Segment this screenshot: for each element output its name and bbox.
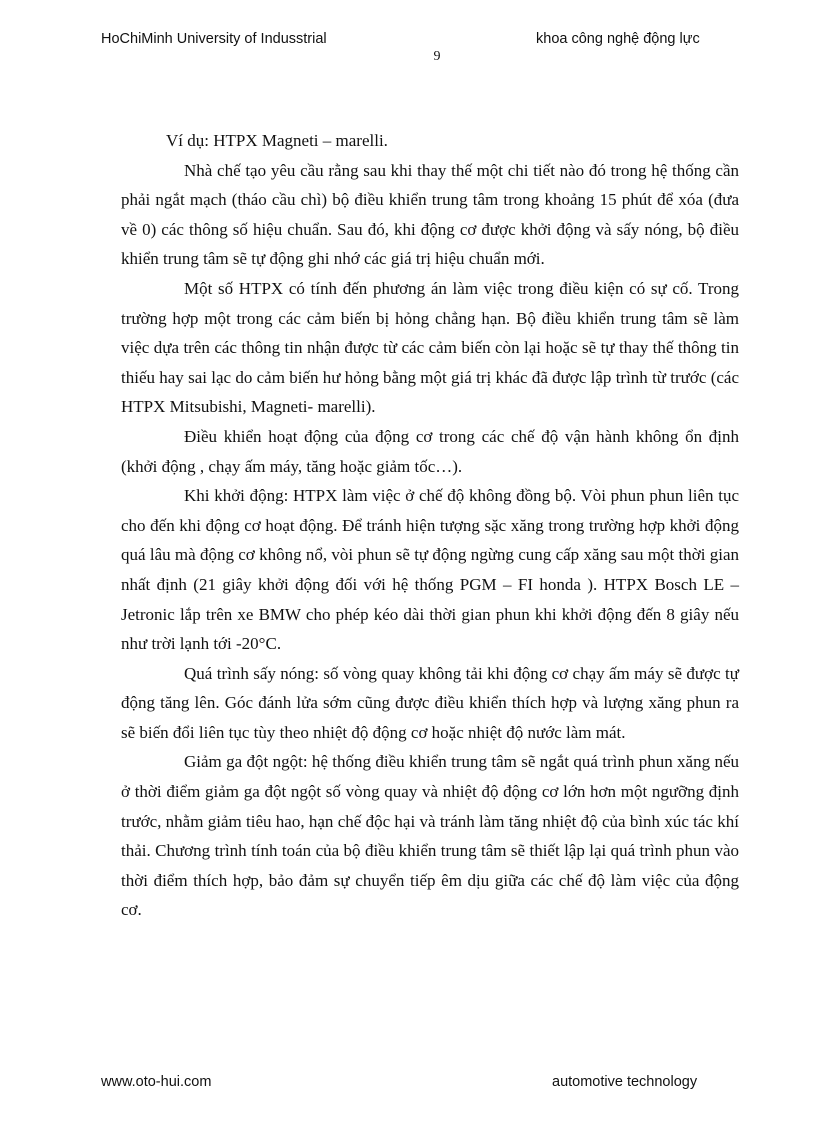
header-department: khoa công nghệ động lực	[536, 31, 700, 47]
document-body	[121, 126, 739, 925]
footer-website: www.oto-hui.com	[101, 1074, 212, 1090]
page-number: 9	[433, 49, 441, 64]
header-university: HoChiMinh University of Indusstrial	[101, 31, 327, 47]
paragraph-fault-mode: Một số HTPX có tính đến phương án làm việc trong điều kiện có sự cố. Trong trường hợp một trong các cảm biến bị hỏng chẳng hạn. Bộ điều khiển trung tâm sẽ làm việc dựa trên các thông tin nhận được từ các cảm biến còn lại hoặc sẽ tự thay thế thông tin thiếu hay sai lạc do cảm biến hư hỏng bằng một giá trị khác đã được lập trình từ trước (các HTPX Mitsubishi, Magneti- marelli).	[121, 278, 739, 417]
paragraph-warm-up: Quá trình sấy nóng: số vòng quay không tải khi động cơ chạy ấm máy sẽ được tự động tăng lên. Góc đánh lửa sớm cũng được điều khiển thích hợp và lượng xăng phun ra sẽ biến đổi liên tục tùy theo nhiệt độ động cơ hoặc nhiệt độ nước làm mát.	[121, 663, 739, 742]
paragraph-example: Ví dụ: HTPX Magneti – marelli.	[166, 131, 388, 150]
paragraph-unstable-modes: Điều khiển hoạt động của động cơ trong các chế độ vận hành không ổn định (khởi động , chạy ấm máy, tăng hoặc giảm tốc…).	[121, 426, 739, 476]
footer-subject: automotive technology	[552, 1074, 698, 1090]
paragraph-calibration-reset: Nhà chế tạo yêu cầu rằng sau khi thay thế một chi tiết nào đó trong hệ thống cần phải ngắt mạch (tháo cầu chì) bộ điều khiển trung tâm trong khoảng 15 phút để xóa (đưa về 0) các thông số hiệu chuẩn. Sau đó, khi động cơ được khởi động và sấy nóng, bộ điều khiển trung tâm sẽ tự động ghi nhớ các giá trị hiệu chuẩn mới.	[121, 160, 739, 269]
paragraph-cold-start: Khi khởi động: HTPX làm việc ở chế độ không đồng bộ. Vòi phun phun liên tục cho đến khi động cơ hoạt động. Để tránh hiện tượng sặc xăng trong trường hợp khởi động quá lâu mà động cơ không nổ, vòi phun sẽ tự động ngừng cung cấp xăng sau một thời gian nhất định (21 giây khởi động đối với hệ thống PGM – FI honda ). HTPX Bosch LE – Jetronic lắp trên xe BMW cho phép kéo dài thời gian phun khi khởi động đến 8 giây nếu như trời lạnh tới -20°C.	[121, 486, 739, 654]
paragraph-deceleration: Giảm ga đột ngột: hệ thống điều khiển trung tâm sẽ ngắt quá trình phun xăng nếu ở thời điểm giảm ga đột ngột số vòng quay và nhiệt độ động cơ lớn hơn một ngưỡng định trước, nhằm giảm tiêu hao, hạn chế độc hại và tránh làm tăng nhiệt độ của bình xúc tác khí thải. Chương trình tính toán của bộ điều khiển trung tâm sẽ thiết lập lại quá trình phun vào thời điểm thích hợp, bảo đảm sự chuyển tiếp êm dịu giữa các chế độ làm việc của động cơ.	[121, 752, 739, 920]
